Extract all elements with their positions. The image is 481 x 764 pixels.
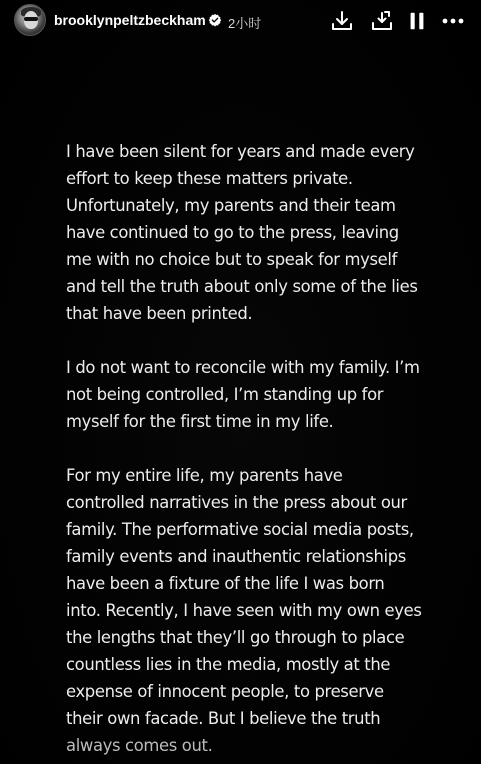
paragraph-silent: I have been silent for years and made every effort to keep these matters private. Unfortunately, my parents and their team have continued to go to the press, leaving me with no choice but to speak for myself and tell the truth about only some of the lies that have been printed. xyxy=(66,142,418,323)
pause-icon[interactable] xyxy=(404,8,430,34)
verified-badge-icon xyxy=(208,13,222,27)
post-time: 2小时 xyxy=(228,16,262,31)
story-header xyxy=(0,0,481,42)
save-to-device-icon[interactable] xyxy=(369,8,395,34)
avatar[interactable] xyxy=(14,4,46,36)
story-text xyxy=(66,138,436,759)
more-icon[interactable] xyxy=(440,8,466,34)
paragraph-narratives-text: For my entire life, my parents have controlled narratives in the press about our family. The performative social media posts, family events and inauthentic relationships have been a fixture of the life I was born into. Recently, I have seen with my own eyes the lengths that they’ll go through to place countless lies in the media, mostly at the expense of innocent people, to preserve their own facade. But I believe the truth xyxy=(66,466,422,728)
avatar-sunglasses xyxy=(24,17,38,21)
username[interactable]: brooklynpeltzbeckham xyxy=(54,12,206,28)
paragraph-reconcile: I do not want to reconcile with my family. I’m not being controlled, I’m standing up for myself for the first time in my life. xyxy=(66,358,420,431)
paragraph-narratives xyxy=(66,462,436,759)
paragraph-last-line: always comes out. xyxy=(66,736,213,755)
download-icon[interactable] xyxy=(329,8,355,34)
